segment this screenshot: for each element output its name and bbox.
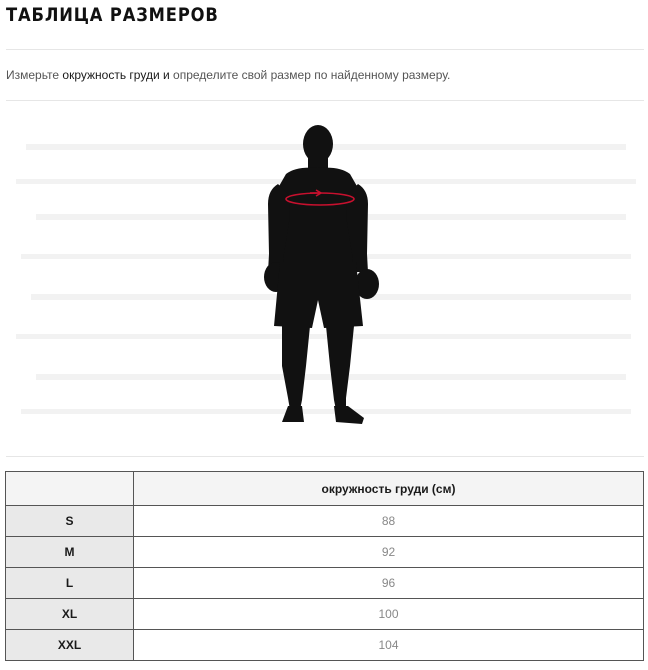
size-cell: L — [6, 568, 134, 599]
instruction-divider — [6, 100, 644, 101]
table-header-chest: окружность груди (см) — [134, 472, 644, 506]
instruction-highlight: окружность груди и — [62, 68, 174, 82]
value-cell: 104 — [134, 630, 644, 661]
instruction-after: определите свой размер по найденному размеру. — [173, 68, 451, 82]
figure-area — [6, 104, 644, 454]
size-cell: M — [6, 537, 134, 568]
page-title: ТАБЛИЦА РАЗМЕРОВ — [6, 4, 219, 26]
value-cell: 96 — [134, 568, 644, 599]
table-row — [6, 599, 644, 630]
size-table — [5, 471, 644, 661]
table-header-corner — [6, 472, 134, 506]
table-row — [6, 537, 644, 568]
title-divider — [6, 49, 644, 50]
instruction-before: Измерьте — [6, 68, 63, 82]
size-cell: XXL — [6, 630, 134, 661]
size-cell: XL — [6, 599, 134, 630]
table-row — [6, 630, 644, 661]
table-header-row — [6, 472, 644, 506]
value-cell: 92 — [134, 537, 644, 568]
value-cell: 100 — [134, 599, 644, 630]
figure-divider — [6, 456, 644, 457]
boxer-silhouette-icon — [6, 104, 644, 454]
table-row — [6, 506, 644, 537]
value-cell: 88 — [134, 506, 644, 537]
instruction-text — [6, 68, 450, 82]
size-cell: S — [6, 506, 134, 537]
table-row — [6, 568, 644, 599]
